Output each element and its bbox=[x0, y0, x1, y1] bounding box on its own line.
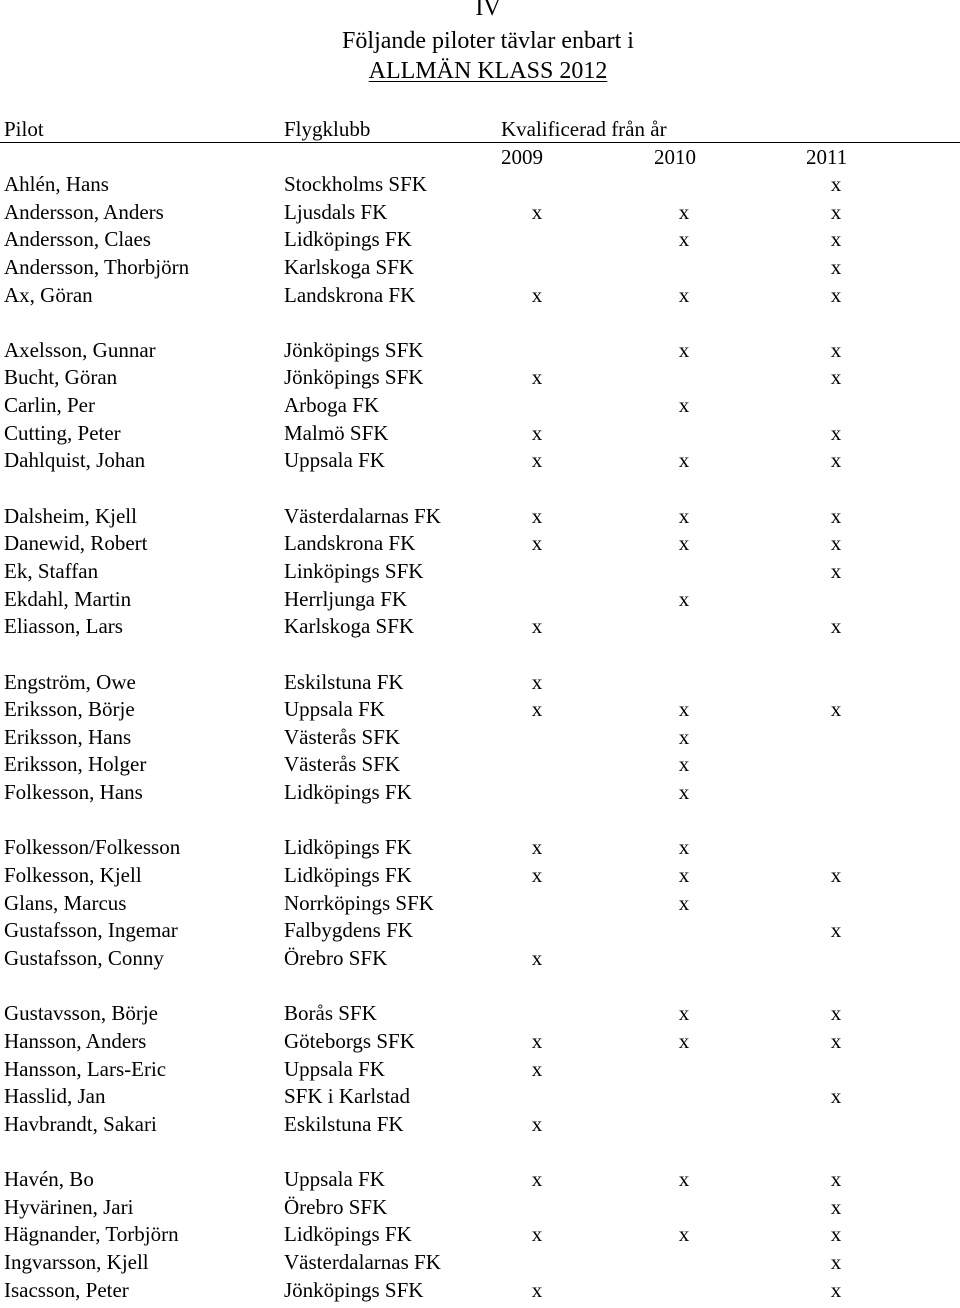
pilot-name: Hansson, Lars-Eric bbox=[4, 1056, 167, 1081]
pilot-name: Andersson, Claes bbox=[4, 227, 151, 252]
pilot-name: Gustafsson, Ingemar bbox=[4, 918, 178, 943]
pilot-name: Carlin, Per bbox=[4, 393, 95, 418]
pilot-table-body bbox=[0, 171, 960, 1304]
table-row bbox=[0, 834, 960, 862]
qualified-mark-2010: x bbox=[678, 1001, 690, 1026]
qualified-mark-2011: x bbox=[830, 558, 842, 583]
qualified-mark-2009: x bbox=[531, 1277, 543, 1302]
qualified-mark-2011: x bbox=[830, 1277, 842, 1302]
club-name: Uppsala FK bbox=[284, 1056, 385, 1081]
qualified-mark-2009: x bbox=[531, 503, 543, 528]
pilot-name: Eriksson, Börje bbox=[4, 697, 135, 722]
club-name: Karlskoga SFK bbox=[284, 614, 415, 639]
qualified-mark-2010: x bbox=[678, 199, 690, 224]
table-row bbox=[0, 226, 960, 254]
qualified-mark-2011: x bbox=[830, 1222, 842, 1247]
table-row bbox=[0, 282, 960, 310]
club-name: Lidköpings FK bbox=[284, 780, 412, 805]
table-row bbox=[0, 171, 960, 199]
qualified-mark-2011: x bbox=[830, 254, 842, 279]
column-header-qualified: Kvalificerad från år bbox=[501, 117, 667, 141]
club-name: Västerdalarnas FK bbox=[284, 1249, 441, 1274]
qualified-mark-2011: x bbox=[830, 697, 842, 722]
pilot-name: Gustafsson, Conny bbox=[4, 945, 164, 970]
pilot-name: Andersson, Thorbjörn bbox=[4, 254, 190, 279]
table-row bbox=[0, 696, 960, 724]
club-name: Lidköpings FK bbox=[284, 1222, 412, 1247]
table-row bbox=[0, 1083, 960, 1111]
table-row bbox=[0, 1111, 960, 1139]
table-row bbox=[0, 392, 960, 420]
table-row bbox=[0, 364, 960, 392]
page-heading: Följande piloter tävlar enbart i bbox=[342, 28, 634, 54]
table-row bbox=[0, 420, 960, 448]
qualified-mark-2011: x bbox=[830, 1249, 842, 1274]
qualified-mark-2011: x bbox=[830, 420, 842, 445]
qualified-mark-2010: x bbox=[678, 503, 690, 528]
column-header-2010: 2010 bbox=[654, 145, 696, 169]
table-row bbox=[0, 558, 960, 586]
qualified-mark-2011: x bbox=[830, 227, 842, 252]
table-row bbox=[0, 199, 960, 227]
qualified-mark-2009: x bbox=[531, 835, 543, 860]
qualified-mark-2011: x bbox=[830, 1001, 842, 1026]
qualified-mark-2010: x bbox=[678, 448, 690, 473]
table-row bbox=[0, 1000, 960, 1028]
club-name: Jönköpings SFK bbox=[284, 365, 424, 390]
table-row bbox=[0, 254, 960, 282]
qualified-mark-2009: x bbox=[531, 365, 543, 390]
qualified-mark-2010: x bbox=[678, 752, 690, 777]
pilot-name: Ingvarsson, Kjell bbox=[4, 1249, 149, 1274]
qualified-mark-2011: x bbox=[830, 1194, 842, 1219]
pilot-name: Dahlquist, Johan bbox=[4, 448, 146, 473]
club-name: Uppsala FK bbox=[284, 697, 385, 722]
club-name: Västerdalarnas FK bbox=[284, 503, 441, 528]
club-name: Ljusdals FK bbox=[284, 199, 388, 224]
table-row bbox=[0, 1249, 960, 1277]
table-row bbox=[0, 1028, 960, 1056]
qualified-mark-2010: x bbox=[678, 227, 690, 252]
qualified-mark-2009: x bbox=[531, 199, 543, 224]
qualified-mark-2010: x bbox=[678, 531, 690, 556]
table-row bbox=[0, 1056, 960, 1084]
qualified-mark-2010: x bbox=[678, 835, 690, 860]
pilot-name: Bucht, Göran bbox=[4, 365, 118, 390]
qualified-mark-2011: x bbox=[830, 448, 842, 473]
club-name: Borås SFK bbox=[284, 1001, 377, 1026]
table-row bbox=[0, 945, 960, 973]
club-name: Eskilstuna FK bbox=[284, 1111, 404, 1136]
pilot-name: Andersson, Anders bbox=[4, 199, 164, 224]
table-row bbox=[0, 613, 960, 641]
pilot-name: Hägnander, Torbjörn bbox=[4, 1222, 179, 1247]
qualified-mark-2009: x bbox=[531, 1056, 543, 1081]
qualified-mark-2010: x bbox=[678, 337, 690, 362]
table-row bbox=[0, 669, 960, 697]
page-number: IV bbox=[475, 0, 501, 21]
qualified-mark-2009: x bbox=[531, 945, 543, 970]
qualified-mark-2011: x bbox=[830, 863, 842, 888]
qualified-mark-2010: x bbox=[678, 697, 690, 722]
table-header bbox=[0, 116, 960, 143]
qualified-mark-2011: x bbox=[830, 531, 842, 556]
club-name: Lidköpings FK bbox=[284, 835, 412, 860]
club-name: Linköpings SFK bbox=[284, 558, 424, 583]
page-subheading bbox=[0, 56, 960, 86]
club-name: Landskrona FK bbox=[284, 282, 416, 307]
qualified-mark-2009: x bbox=[531, 448, 543, 473]
qualified-mark-2009: x bbox=[531, 282, 543, 307]
qualified-mark-2011: x bbox=[830, 337, 842, 362]
qualified-mark-2010: x bbox=[678, 393, 690, 418]
table-row bbox=[0, 1166, 960, 1194]
qualified-mark-2010: x bbox=[678, 1028, 690, 1053]
club-name: Örebro SFK bbox=[284, 945, 388, 970]
pilot-name: Eliasson, Lars bbox=[4, 614, 123, 639]
year-header-row bbox=[0, 143, 960, 171]
table-row bbox=[0, 917, 960, 945]
club-name: Karlskoga SFK bbox=[284, 254, 415, 279]
pilot-name: Glans, Marcus bbox=[4, 890, 127, 915]
qualified-mark-2009: x bbox=[531, 1028, 543, 1053]
pilot-name: Hansson, Anders bbox=[4, 1028, 147, 1053]
club-name: SFK i Karlstad bbox=[284, 1084, 410, 1109]
qualified-mark-2011: x bbox=[830, 1028, 842, 1053]
column-header-pilot: Pilot bbox=[4, 117, 44, 141]
qualified-mark-2011: x bbox=[830, 614, 842, 639]
pilot-name: Gustavsson, Börje bbox=[4, 1001, 158, 1026]
pilot-name: Havén, Bo bbox=[4, 1167, 94, 1192]
table-row bbox=[0, 862, 960, 890]
club-name: Lidköpings FK bbox=[284, 863, 412, 888]
club-name: Uppsala FK bbox=[284, 1167, 385, 1192]
qualified-mark-2009: x bbox=[531, 697, 543, 722]
pilot-name: Ekdahl, Martin bbox=[4, 586, 132, 611]
qualified-mark-2009: x bbox=[531, 614, 543, 639]
club-name: Arboga FK bbox=[284, 393, 380, 418]
qualified-mark-2010: x bbox=[678, 1167, 690, 1192]
qualified-mark-2011: x bbox=[830, 918, 842, 943]
pilot-name: Hyvärinen, Jari bbox=[4, 1194, 134, 1219]
qualified-mark-2009: x bbox=[531, 863, 543, 888]
table-row bbox=[0, 1277, 960, 1305]
club-name: Malmö SFK bbox=[284, 420, 389, 445]
table-row bbox=[0, 503, 960, 531]
table-row bbox=[0, 779, 960, 807]
qualified-mark-2011: x bbox=[830, 365, 842, 390]
club-name: Uppsala FK bbox=[284, 448, 385, 473]
pilot-name: Engström, Owe bbox=[4, 669, 136, 694]
pilot-name: Folkesson, Hans bbox=[4, 780, 143, 805]
qualified-mark-2010: x bbox=[678, 863, 690, 888]
club-name: Herrljunga FK bbox=[284, 586, 408, 611]
club-name: Falbygdens FK bbox=[284, 918, 413, 943]
club-name: Landskrona FK bbox=[284, 531, 416, 556]
table-row bbox=[0, 337, 960, 365]
qualified-mark-2009: x bbox=[531, 1222, 543, 1247]
pilot-name: Folkesson/Folkesson bbox=[4, 835, 181, 860]
pilot-name: Havbrandt, Sakari bbox=[4, 1111, 157, 1136]
qualified-mark-2009: x bbox=[531, 531, 543, 556]
qualified-mark-2011: x bbox=[830, 503, 842, 528]
qualified-mark-2010: x bbox=[678, 282, 690, 307]
table-row bbox=[0, 1221, 960, 1249]
club-name: Norrköpings SFK bbox=[284, 890, 434, 915]
qualified-mark-2011: x bbox=[830, 199, 842, 224]
column-header-club: Flygklubb bbox=[284, 117, 371, 141]
pilot-name: Ek, Staffan bbox=[4, 558, 99, 583]
pilot-name: Eriksson, Holger bbox=[4, 752, 147, 777]
column-header-2009: 2009 bbox=[501, 145, 543, 169]
qualified-mark-2009: x bbox=[531, 1167, 543, 1192]
qualified-mark-2010: x bbox=[678, 1222, 690, 1247]
qualified-mark-2011: x bbox=[830, 1084, 842, 1109]
qualified-mark-2011: x bbox=[830, 1167, 842, 1192]
pilot-name: Ahlén, Hans bbox=[4, 172, 109, 196]
table-row bbox=[0, 751, 960, 779]
club-name: Jönköpings SFK bbox=[284, 337, 424, 362]
qualified-mark-2010: x bbox=[678, 890, 690, 915]
club-name: Västerås SFK bbox=[284, 752, 401, 777]
qualified-mark-2011: x bbox=[830, 282, 842, 307]
table-row bbox=[0, 586, 960, 614]
club-name: Eskilstuna FK bbox=[284, 669, 404, 694]
club-name: Örebro SFK bbox=[284, 1194, 388, 1219]
qualified-mark-2009: x bbox=[531, 1111, 543, 1136]
table-row bbox=[0, 447, 960, 475]
pilot-name: Isacsson, Peter bbox=[4, 1277, 129, 1302]
pilot-name: Axelsson, Gunnar bbox=[4, 337, 156, 362]
club-name: Lidköpings FK bbox=[284, 227, 412, 252]
pilot-name: Danewid, Robert bbox=[4, 531, 148, 556]
qualified-mark-2010: x bbox=[678, 586, 690, 611]
table-row bbox=[0, 724, 960, 752]
qualified-mark-2010: x bbox=[678, 780, 690, 805]
pilot-name: Dalsheim, Kjell bbox=[4, 503, 137, 528]
club-name: Jönköpings SFK bbox=[284, 1277, 424, 1302]
qualified-mark-2010: x bbox=[678, 724, 690, 749]
club-name: Stockholms SFK bbox=[284, 172, 427, 196]
qualified-mark-2009: x bbox=[531, 669, 543, 694]
table-row bbox=[0, 530, 960, 558]
pilot-name: Eriksson, Hans bbox=[4, 724, 132, 749]
table-row bbox=[0, 890, 960, 918]
pilot-name: Ax, Göran bbox=[4, 282, 93, 307]
club-name: Västerås SFK bbox=[284, 724, 401, 749]
pilot-name: Folkesson, Kjell bbox=[4, 863, 142, 888]
club-name: Göteborgs SFK bbox=[284, 1028, 415, 1053]
table-row bbox=[0, 1194, 960, 1222]
pilot-name: Hasslid, Jan bbox=[4, 1084, 106, 1109]
pilot-name: Cutting, Peter bbox=[4, 420, 121, 445]
qualified-mark-2011: x bbox=[830, 172, 842, 196]
qualified-mark-2009: x bbox=[531, 420, 543, 445]
column-header-2011: 2011 bbox=[806, 145, 848, 169]
class-title: ALLMÄN KLASS 2012 bbox=[368, 58, 608, 84]
